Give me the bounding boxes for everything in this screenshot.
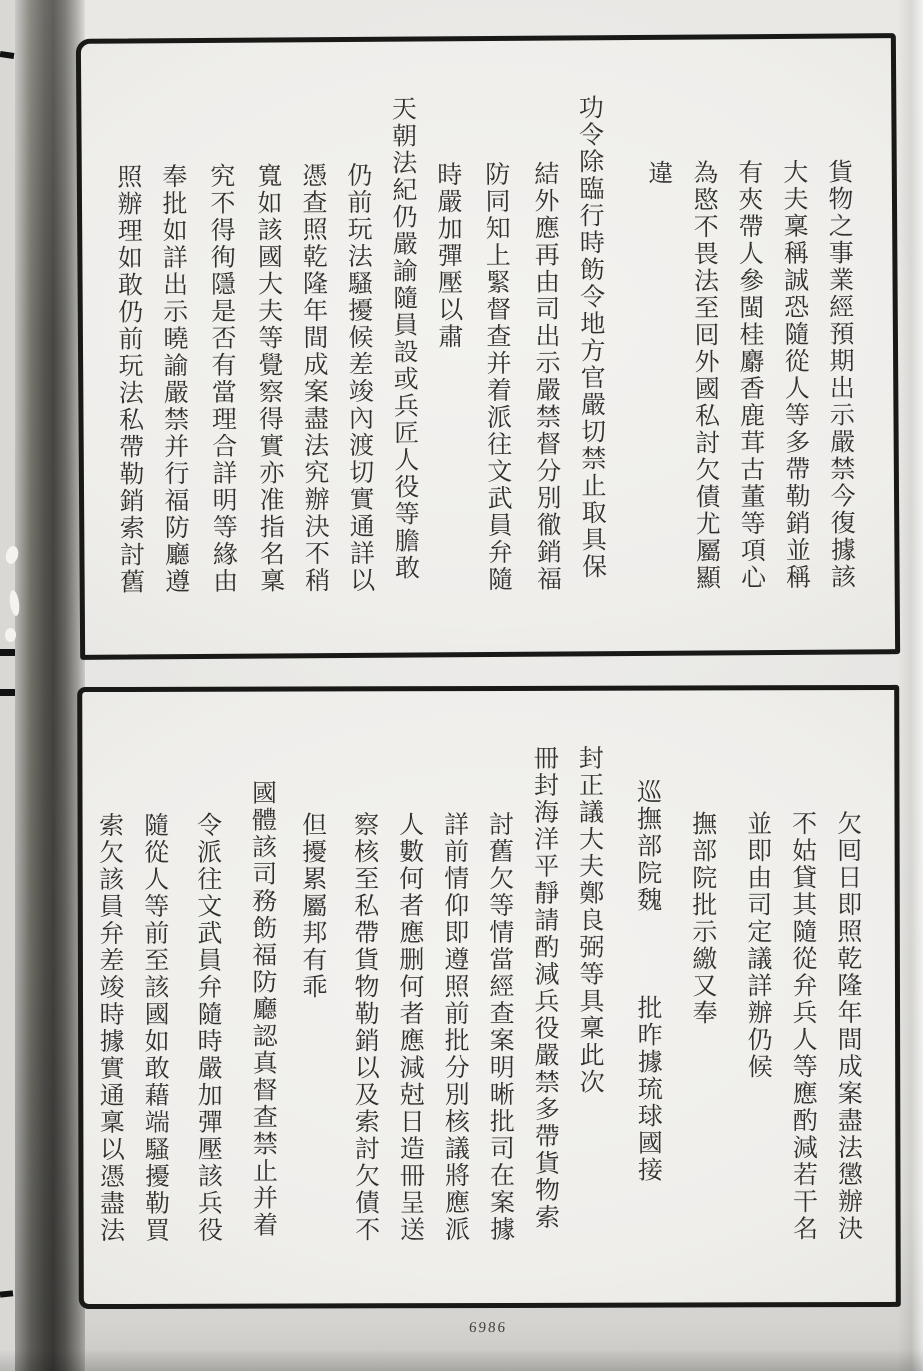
text-column: 國體該司務飭福防廳認真督查禁止并着 [248, 779, 279, 1239]
text-column: 察核至私帶貨物勒銷以及索討欠債不 [350, 811, 381, 1244]
text-column: 為愍不畏法至囘外國私討欠債尤屬顯 [689, 159, 722, 592]
text-column: 並即由司定議詳辦仍候 [743, 810, 774, 1081]
text-column: 貨物之事業經預期出示嚴禁今復據該 [824, 158, 857, 591]
text-column: 討舊欠等情當經查案明晰批司在案據 [485, 810, 516, 1244]
text-column: 功令除臨行時飭令地方官嚴切禁止取具保 [575, 94, 608, 581]
facing-page-border-fragment [0, 51, 14, 59]
text-column: 天朝法紀仍嚴諭隨員設或兵匠人役等膽敢 [388, 95, 421, 582]
text-column: 奉批如詳出示曉諭嚴禁并行福防廳遵 [158, 163, 191, 596]
text-column: 巡撫部院魏 批昨據琉球國接 [633, 778, 664, 1184]
text-column: 憑查照乾隆年間成案盡法究辦決不稍 [298, 162, 331, 595]
text-column: 但擾累屬邦有乖 [298, 811, 329, 1001]
text-column: 封正議大夫鄭良弼等具稟此次 [575, 744, 606, 1096]
facing-page-border-fragment [0, 1290, 13, 1297]
text-column: 人數何者應删何者應減尅日造冊呈送 [395, 811, 426, 1244]
text-column: 寬如該國大夫等覺察得實亦准指名稟 [253, 162, 286, 595]
text-column: 究不得徇隱是否有當理合詳明等緣由 [206, 162, 239, 595]
bottom-text-panel [77, 685, 901, 1309]
bottom-panel-columns [86, 694, 896, 1300]
gutter-highlight-speck [5, 628, 16, 642]
text-column: 防同知上緊督查并着派往文武員弁隨 [481, 160, 514, 594]
top-panel-columns [85, 42, 895, 651]
book-gutter-shading [15, 0, 85, 1371]
text-column: 令派往文武員弁隨時嚴加彈壓該兵役 [193, 811, 224, 1244]
text-column: 隨從人等前至該國如敢藉端騷擾勒買 [140, 811, 171, 1244]
page-right-edge-shading [897, 0, 923, 1371]
page-bottom-edge-shading [0, 1349, 923, 1371]
text-column: 時嚴加彈壓以肅 [433, 161, 465, 351]
text-column: 冊封海洋平靜請酌減兵役嚴禁多帶貨物索 [530, 744, 561, 1231]
text-column: 有夾帶人參閩桂麝香鹿茸古董等項心 [734, 159, 767, 592]
text-column: 違 [644, 159, 674, 187]
text-column: 索欠該員弁差竣時據實通稟以憑盡法 [95, 811, 126, 1245]
text-column: 欠囘日即照乾隆年間成案盡法懲辦決 [833, 810, 864, 1243]
top-text-panel [76, 33, 900, 660]
text-column: 撫部院批示繳又奉 [688, 810, 719, 1027]
text-column: 大夫稟稱誠恐隨從人等多帶勒銷並稱 [779, 158, 812, 591]
text-column: 詳前情仰即遵照前批分別核議將應派 [440, 811, 471, 1244]
text-column: 照辦理如敢仍前玩法私帶勒銷索討舊 [113, 163, 146, 596]
page-number: 6986 [468, 1320, 508, 1336]
text-column: 仍前玩法騷擾候差竣內渡切實通詳以 [343, 161, 376, 594]
text-column: 結外應再由司出示嚴禁督分別徹銷福 [530, 160, 563, 593]
text-column: 不姑貸其隨從弁兵人等應酌減若干名 [788, 810, 819, 1243]
